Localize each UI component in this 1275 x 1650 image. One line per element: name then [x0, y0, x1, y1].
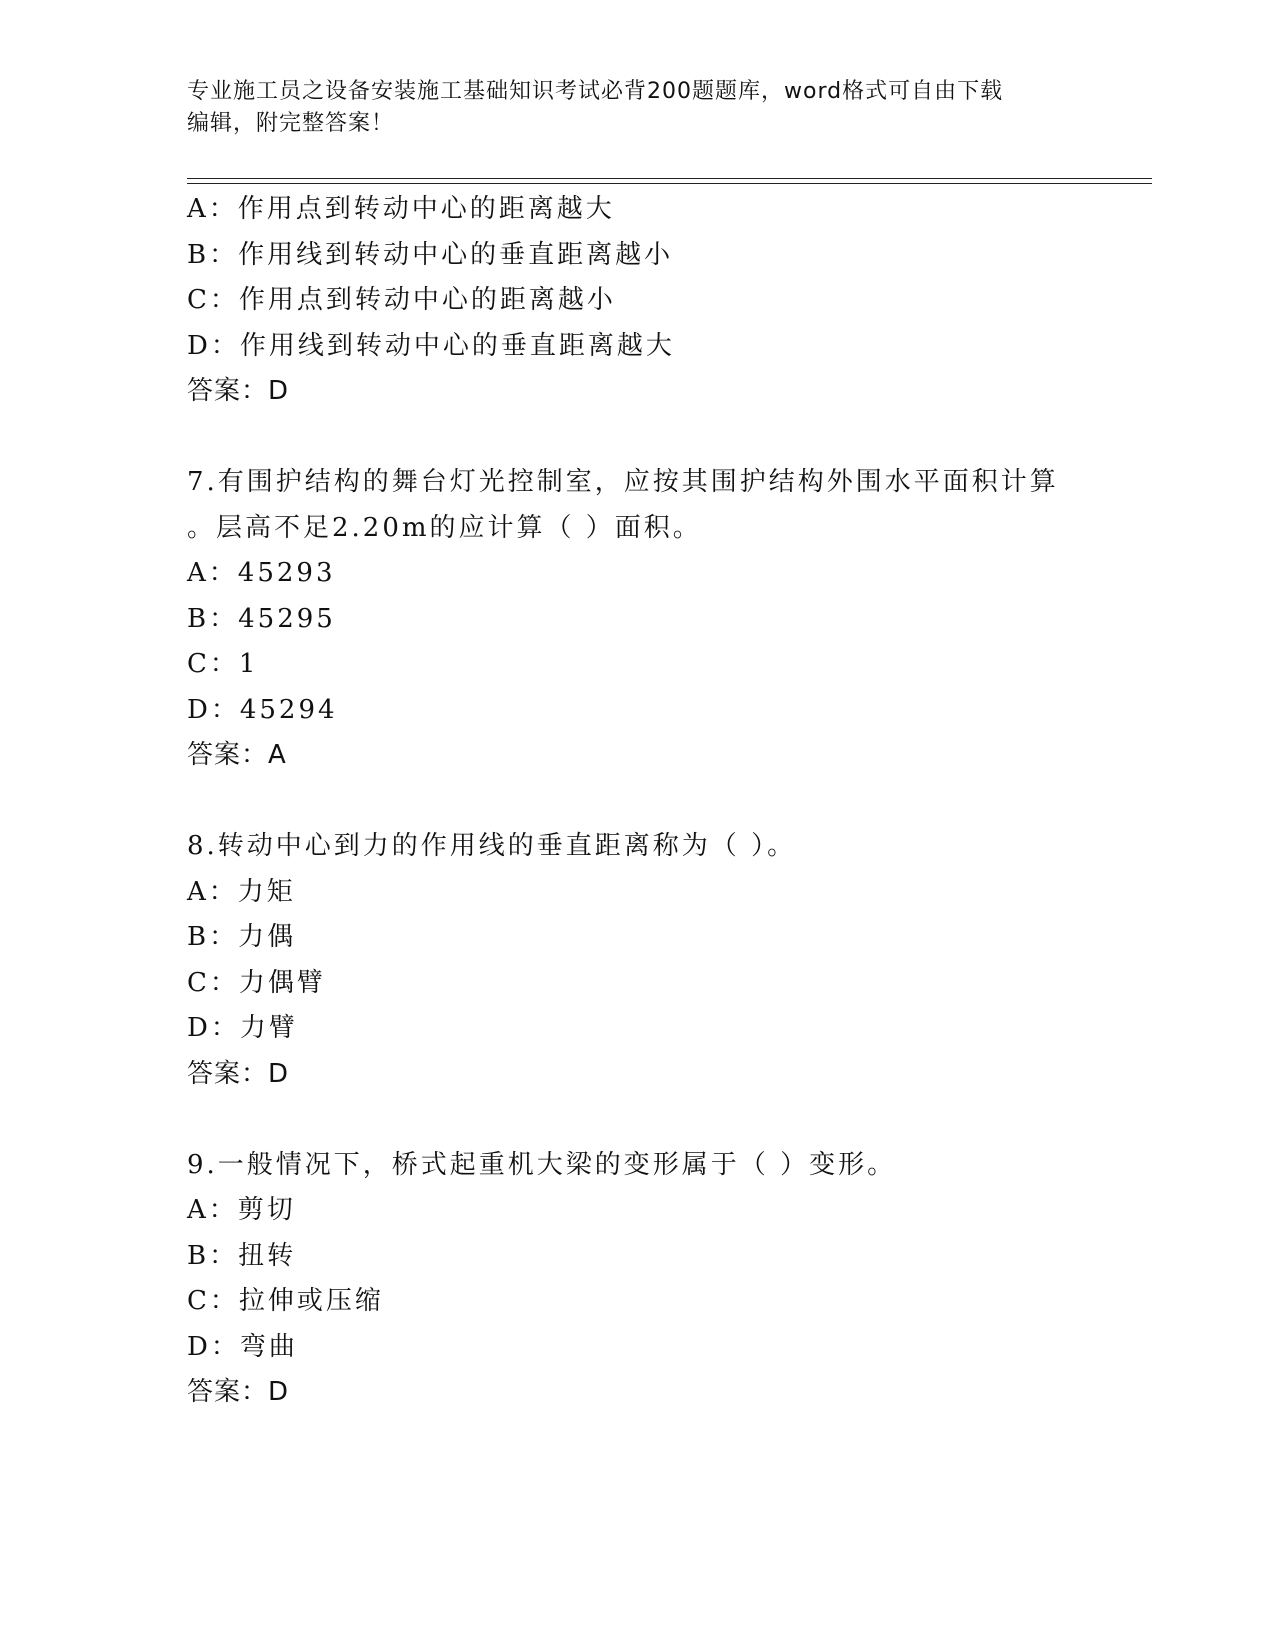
- question-list: [187, 187, 1087, 1416]
- option-d: D：力臂: [187, 1013, 298, 1043]
- header-title-line-2: 编辑，附完整答案！: [187, 111, 395, 136]
- option-a: A：力矩: [187, 876, 296, 907]
- option-a: A：剪切: [187, 1195, 296, 1225]
- spacer: [187, 415, 1087, 461]
- option-b: B：扭转: [187, 1240, 297, 1271]
- option-d: D：弯曲: [187, 1331, 298, 1362]
- question-stem: 8.转动中心到力的作用线的垂直距离称为（ ）。: [187, 831, 797, 861]
- question-stem: 9.一般情况下，桥式起重机大梁的变形属于（ ）变形。: [187, 1149, 897, 1180]
- header-divider-bottom: [187, 183, 1152, 184]
- header-title-line-1: 专业施工员之设备安装施工基础知识考试必背200题题库，word格式可自由下载: [187, 79, 1004, 104]
- option-c: C：拉伸或压缩: [187, 1286, 384, 1316]
- spacer: [187, 779, 1087, 825]
- option-b: B：45295: [187, 603, 336, 634]
- answer-label: 答案：D: [187, 1058, 290, 1089]
- question-stem-line-1: 7.有围护结构的舞台灯光控制室，应按其围护结构外围水平面积计算: [187, 467, 1059, 497]
- header-divider-top: [187, 178, 1152, 179]
- question-6-continued: [187, 187, 1087, 415]
- option-c: C：力偶臂: [187, 967, 326, 998]
- question-8: [187, 824, 1087, 1097]
- answer-label: 答案：D: [187, 1377, 290, 1407]
- question-9: [187, 1143, 1087, 1416]
- option-d: D：作用线到转动中心的垂直距离越大: [187, 330, 675, 361]
- question-stem-line-2: 。层高不足2.20m的应计算（ ）面积。: [187, 512, 702, 543]
- spacer: [187, 1097, 1087, 1143]
- document-header: [187, 76, 1067, 140]
- option-a: A：作用点到转动中心的距离越大: [187, 194, 615, 224]
- option-d: D：45294: [187, 694, 338, 725]
- question-7: [187, 460, 1087, 779]
- option-c: C：1: [187, 649, 259, 679]
- answer-label: 答案：D: [187, 376, 290, 406]
- option-c: C：作用点到转动中心的距离越小: [187, 285, 616, 315]
- option-a: A：45293: [187, 558, 336, 588]
- option-b: B：作用线到转动中心的垂直距离越小: [187, 239, 674, 270]
- answer-label: 答案：A: [187, 740, 287, 770]
- option-b: B：力偶: [187, 922, 297, 952]
